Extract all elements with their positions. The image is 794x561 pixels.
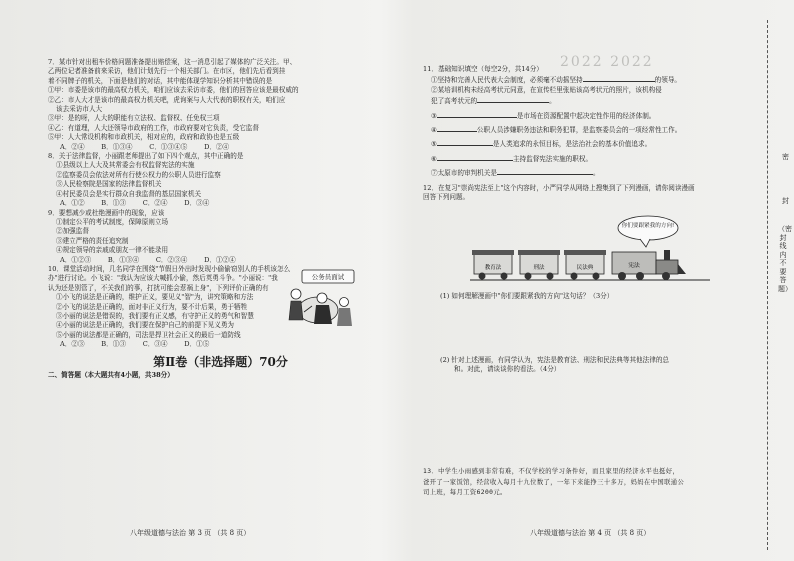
text-line: ④乙：有道理，人大还领导市政府的工作，市政府要对它负责，受它监督 [48,123,259,132]
answer-options: A．②③ B．①③ C．③④ D．①⑤ [60,340,210,349]
text-line: (1) 如何理解漫画中"你们要跟紧我的方向"这句话？（3分） [440,292,614,300]
text-line: 爸开了一家饭馆，经营收入每月十九位数了，一年下来能挣三十多万，妈妈在中国联通公 [423,478,685,486]
right-page [423,65,743,202]
text-line: ②加强监督 [56,227,89,236]
cartoon-caption: 公务员面试 [311,273,345,281]
fill-line [423,153,743,164]
text-line: ④小丽的说法是正确的，我们要在保护自己的前提下见义勇为 [56,321,235,330]
text-line: ④村民委员会是实行群众自我监督的基层国家机关 [56,189,202,198]
bleed-through-text: 2022 2022 [560,54,654,70]
text-line: 犯了高考状元的 [431,97,478,106]
train-car-label: 民法典 [576,265,594,271]
fill-line [423,124,743,135]
text-line: ③小丽的说法是错误的，我们要有正义感，有守护正义的勇气和智慧 [56,311,254,320]
text-line: ①甲：市委是该市的最高权力机关，咱们应该去采访市委，他们的回答应该是最权威的 [48,86,299,95]
binding-margin [758,0,794,561]
fill-line [423,110,743,121]
seal-mark-mid: 封 [782,197,789,205]
text-line: ③建立严格的责任追究制 [56,236,129,245]
question-13 [423,467,684,499]
left-page [48,58,393,380]
train-car-label: 宪法 [628,263,640,269]
answer-blank[interactable] [583,74,655,82]
question-title: 11．基础知识填空（每空2分，共14分） [423,65,543,73]
answer-blank[interactable] [497,167,593,175]
question-12-sub-2 [440,356,669,375]
text-line: 乙两位记者准备前来采访，他们计划先行一个相关部门。在市区，他们先后看到挂 [48,67,286,76]
speech-bubble-text: 你们要跟紧我的方向! [621,223,675,229]
text-line: ③人民检察院是国家的法律监督机关 [56,180,162,189]
text-line: ②某培训机构未经高考状元同意，在宣传栏里张贴该高考状元的照片，该机构侵 [431,85,662,94]
text-line: 的领导。 [654,76,682,85]
answer-blank[interactable] [437,153,513,161]
text-line: 公职人员涉嫌职务违法和职务犯罪，是监察委员会的一项经常性工作。 [476,126,682,135]
text-line: ①坚持和完善人民代表大会制度，必须毫不动摇坚持 [431,76,583,85]
answer-options: A．①②③ B．①③④ C．②③④ D．①②④ [60,255,236,264]
seal-mark-top: 密 [782,153,789,161]
text-line: ③甲：是的呀，人大的职能有立法权、监督权、任免权三项 [48,114,220,123]
text-line: ③ [431,111,437,120]
text-line: 是市场在资源配置中起决定性作用的经济体制。 [516,111,656,120]
answer-blank[interactable] [477,95,549,103]
answer-blank[interactable] [437,110,517,118]
fill-line [423,138,743,149]
text-line: 13．中学生小雨感到非常有难，不仅学校的学习条件好，而且家里的经济水平也挺好， [423,468,680,475]
answer-blank[interactable] [437,124,477,132]
train-car-label: 教育法 [484,265,502,271]
text-line: 着不同牌子的机关，下面是他们的对话，其中能体现学知识分析其中错误的是 [48,76,273,85]
text-line: 9．要想减少或杜绝漫画中的现象，应该 [48,208,165,217]
sealing-note: （密封线内不要答题） [778,225,792,293]
train-locomotive [612,250,686,280]
text-line: (2) 针对上述漫画，有同学认为，宪法是教育法、刑法和民法典等其他法律的总 [440,356,670,364]
page-footer-left: 八年级道德与法治 第 3 页 （共 8 页） [130,529,251,537]
fill-line: 犯了高考状元的 。 [431,97,556,106]
text-line: 办"进行讨论。小飞说："我认为应该大喊抓小偷，然后英勇斗争。"小丽说："我 [48,274,278,283]
text-line: ⑤小丽的说法都是正确的，司法是捍卫社会正义的最后一道防线 [56,330,241,339]
text-line: ⑤ [431,140,437,149]
text-line: 8．关于法律监督，小丽跟老师提出了如下四个观点，其中正确的是 [48,152,244,161]
fill-line [423,74,743,85]
page-footer-right: 八年级道德与法治 第 4 页 （共 8 页） [530,529,651,537]
text-line: ①小飞的说法是正确的，维护正义，要见义"智"为，讲究策略和方法 [56,293,254,302]
text-line: ⑤甲：人大常设机构和市政机关，相对应的，政府和政协也是五级 [48,133,240,142]
text-line: ④ [431,126,437,135]
text-line: ④规定领导的亲戚或朋友一律不能录用 [56,246,169,255]
train-car-label: 刑法 [533,265,545,271]
text-line: 10．课堂活动时间，几名同学在围绕"节假日外出时发现小偷偷窃别人的手机该怎么 [48,264,291,273]
interview-cartoon [284,268,358,332]
text-line: ⑥ [431,154,437,163]
text-line: 该去采访市人大 [56,105,103,114]
text-line: ②监察委员会依法对所有行使公权力的公职人员进行监察 [56,170,221,179]
text-line: 7．某市针对出租车价格问题准备提出赔偿案，这一消息引起了媒体的广泛关注。甲、 [48,58,297,66]
text-line: ①制定公平的考试制度，保障原则立场 [56,217,169,226]
text-line: ①县级以上人大及其常委会有权监督宪法的实施 [56,161,195,170]
text-line: 认为还是别管了，不关我们的事，打扰可能会惹祸上身"，下列评价正确的有 [48,283,269,292]
sealing-line [767,20,768,550]
text-line: 主持监督宪法实施的职权。 [512,154,593,163]
section-two-title: 二、简答题（本大题共有4小题，共38分） [48,371,174,379]
train-car [472,250,514,280]
text-line: 司上班，每月工资6200元。 [423,489,507,496]
answer-options: A．①② B．①③ C．②④ D．③④ [60,199,210,208]
text-line: ②乙：市人大才是该市的最高权力机关吧，虎询案与人大代表的职权有关，咱们应 [48,95,286,104]
section-header: 第Ⅱ卷（非选择题）70分 [153,354,288,369]
text-line: ⑦太原市的审判机关是 [431,169,497,178]
text-line: 回答下列问题。 [423,193,470,202]
fill-line: ⑦太原市的审判机关是 。 [431,169,600,178]
text-line: ②小飞的说法是正确的，面对非正义行为，要不计后果，勇于牺牲 [56,302,248,311]
answer-options: A．②④ B．①③④ C．①③④⑤ D．②④ [60,142,230,151]
text-line: 和。对此，请谈谈你的看法。（4分） [454,365,561,374]
text-line: 12．在复习"崇尚宪法至上"这个内容时，小严同学从网络上搜集到了下列漫画，请你阅读漫画 [423,183,695,192]
train-car [564,250,606,280]
text-line: 是人类追求的永恒目标，是法治社会的基本价值追求。 [492,140,652,149]
train-car [518,250,560,280]
answer-blank[interactable] [437,138,493,146]
constitution-train-cartoon [470,214,710,288]
question-12-sub-1 [440,292,613,301]
